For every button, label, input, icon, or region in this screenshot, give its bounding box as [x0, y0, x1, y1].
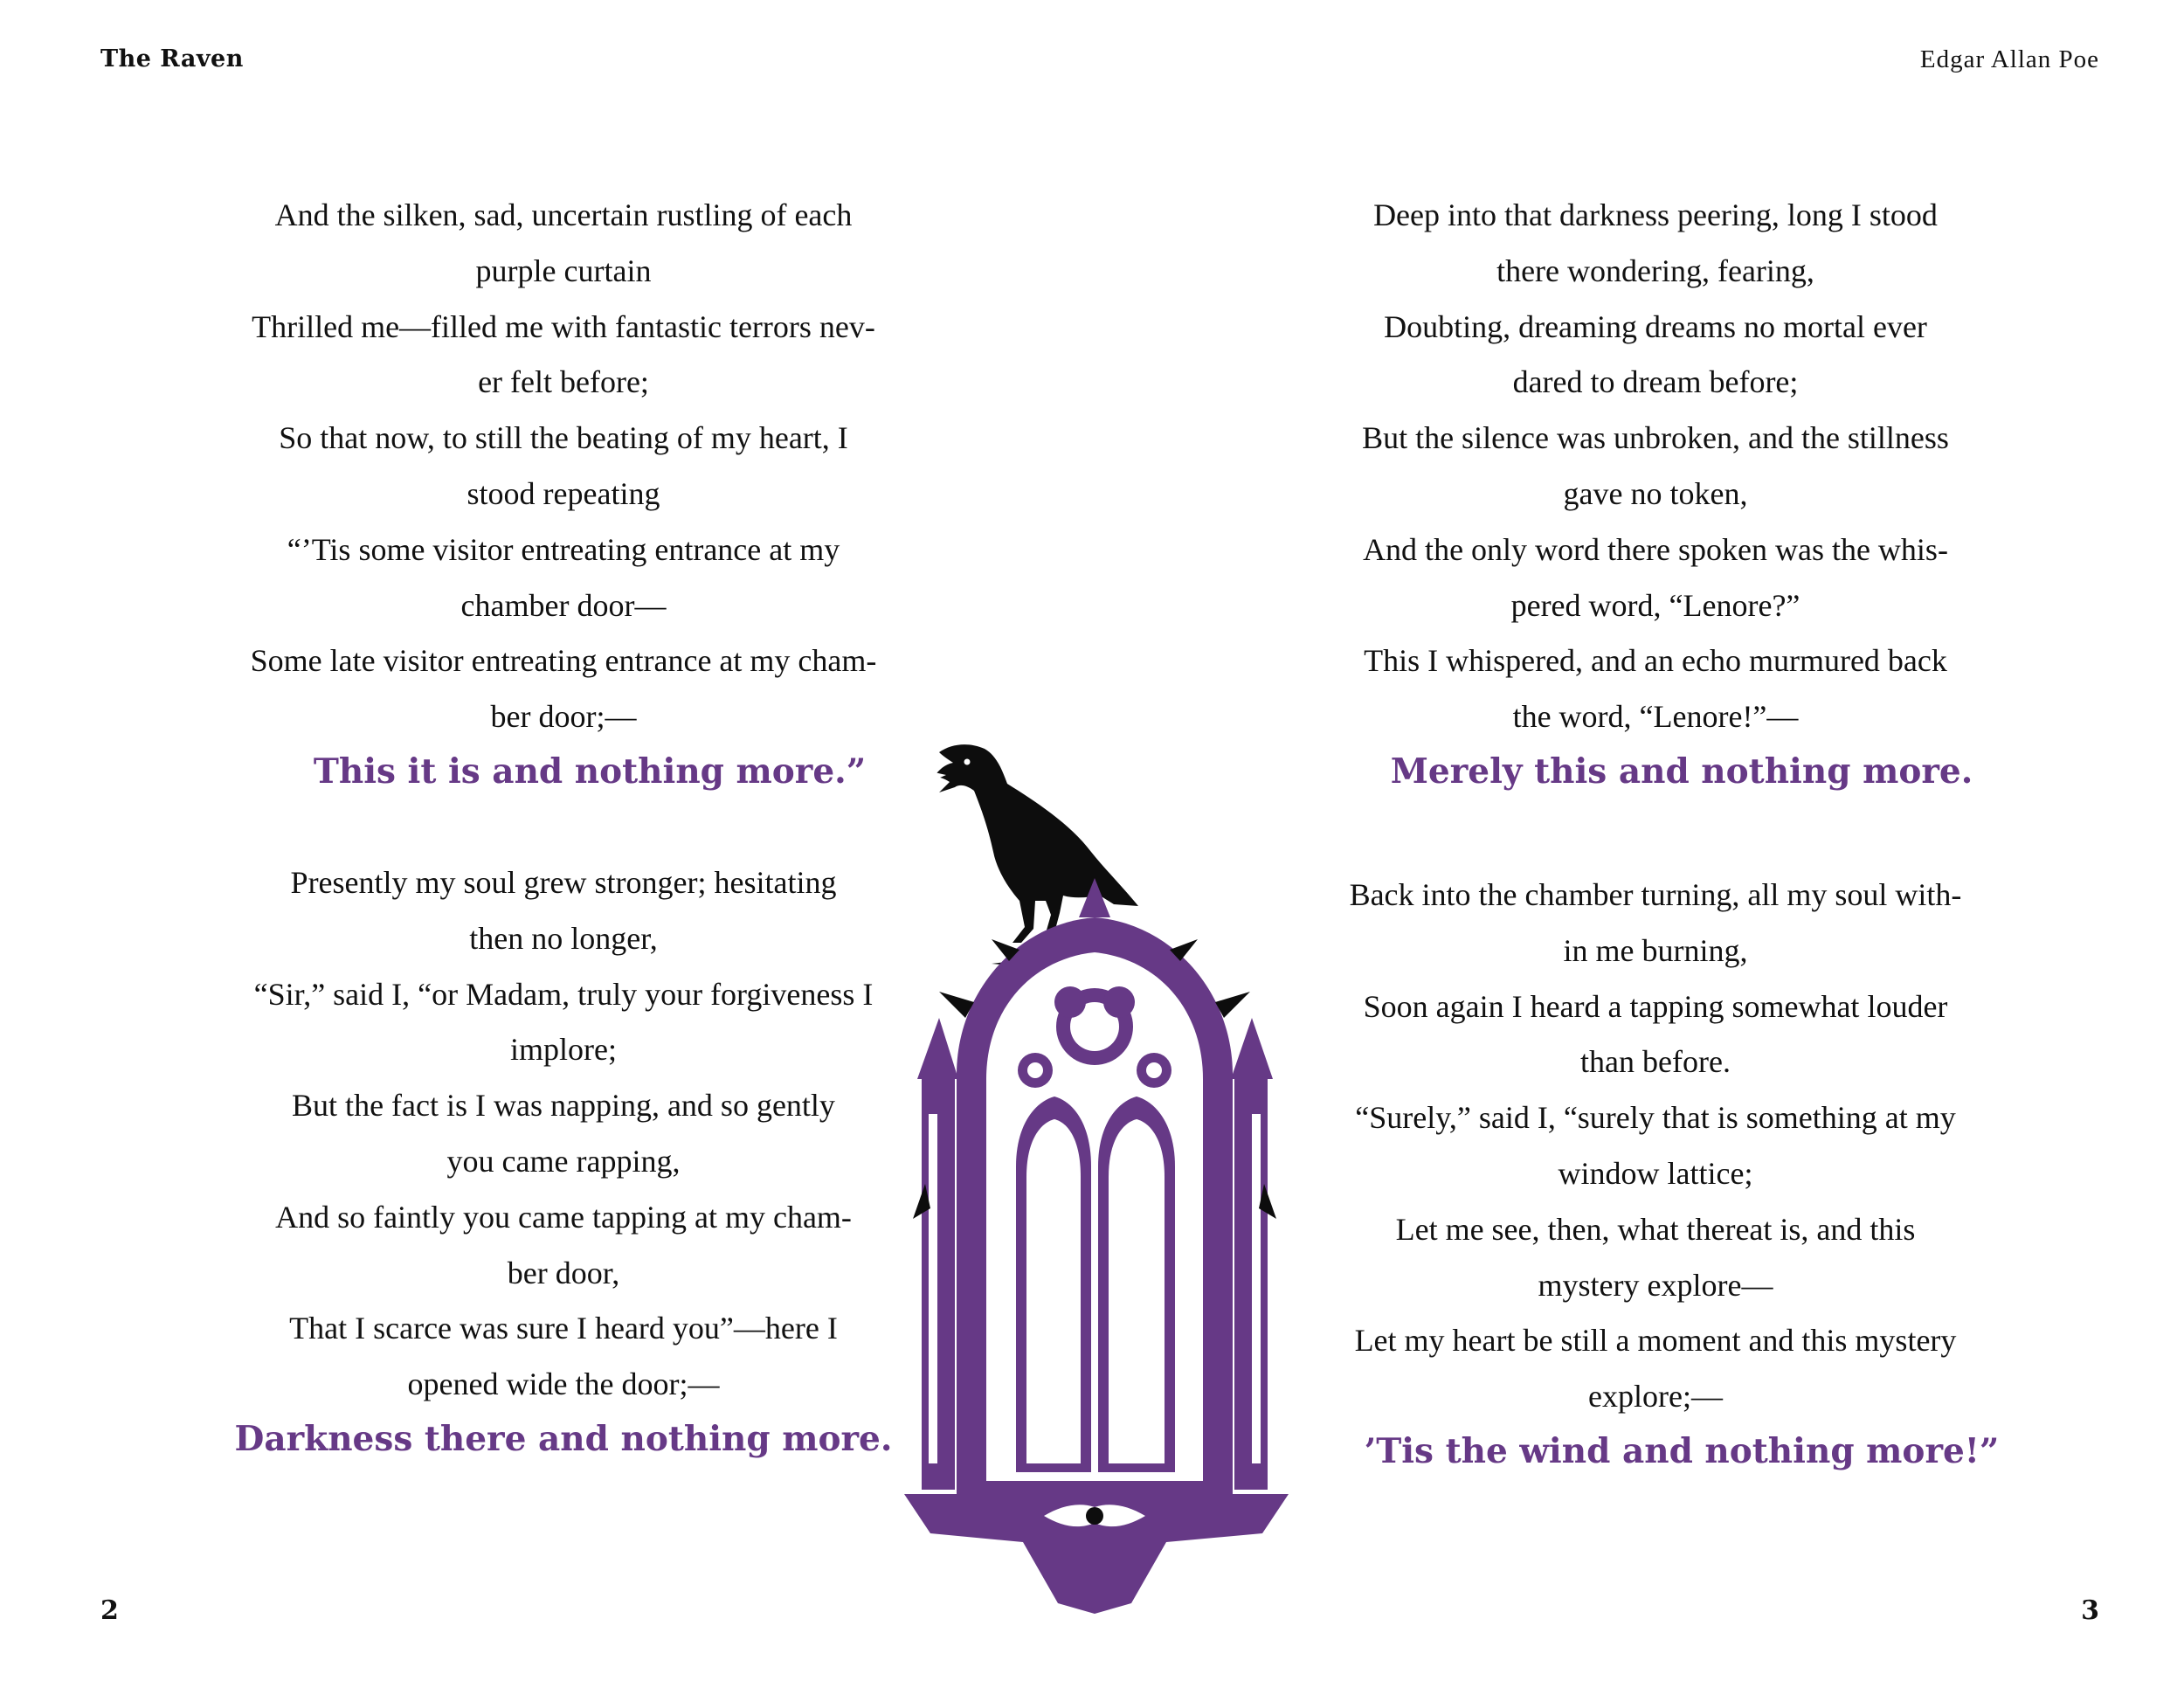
refrain-line: This it is and nothing more.” [313, 751, 867, 792]
poem-line: Presently my soul grew stronger; hesitating [290, 864, 837, 900]
poem-line: gave no token, [1563, 475, 1748, 511]
poem-line: dared to dream before; [1512, 364, 1799, 400]
poem-line: there wondering, fearing, [1496, 253, 1814, 288]
poem-line: mystery explore— [1538, 1267, 1773, 1303]
poem-line: er felt before; [478, 364, 649, 400]
raven-gothic-window-illustration [904, 730, 1289, 1614]
poem-line: then no longer, [469, 920, 658, 956]
poem-line: Deep into that darkness peering, long I stood [1373, 197, 1938, 232]
stanza-gap [1310, 798, 2001, 868]
poem-line: chamber door— [460, 587, 667, 623]
poem-line: But the fact is I was napping, and so gently [292, 1088, 835, 1124]
refrain-line: Merely this and nothing more. [1390, 751, 1973, 792]
poem-line: “Sir,” said I, “or Madam, truly your forgiveness I [253, 976, 874, 1012]
poem-line: opened wide the door;— [407, 1366, 720, 1402]
poem-line: implore; [510, 1032, 617, 1068]
running-head-title: The Raven [100, 45, 244, 73]
poem-line: Thrilled me—filled me with fantastic terrors nev- [252, 308, 875, 344]
poem-line: And the silken, sad, uncertain rustling of each [274, 197, 853, 232]
poem-line: And the only word there spoken was the whis- [1363, 531, 1948, 567]
poem-line: pered word, “Lenore?” [1510, 587, 1800, 623]
poem-line: purple curtain [475, 253, 652, 288]
poem-line: That I scarce was sure I heard you”—here I [289, 1311, 838, 1346]
poem-line: “’Tis some visitor entreating entrance at my [287, 531, 840, 567]
page-number-left: 2 [100, 1595, 119, 1626]
page-number-right: 3 [2081, 1595, 2099, 1626]
poem-line: So that now, to still the beating of my heart, I [279, 420, 848, 456]
running-head-author: Edgar Allan Poe [1919, 45, 2099, 73]
poem-line: in me burning, [1563, 932, 1748, 968]
poem-line: Let my heart be still a moment and this mystery [1354, 1323, 1957, 1359]
poem-line: than before. [1580, 1044, 1731, 1080]
poem-line: ber door, [507, 1255, 620, 1290]
poem-line: And so faintly you came tapping at my cham- [275, 1199, 852, 1235]
poem-line: Doubting, dreaming dreams no mortal ever [1384, 308, 1927, 344]
stanza-gap [225, 798, 902, 855]
poem-line: But the silence was unbroken, and the stillness [1362, 420, 1949, 456]
poem-line: “Surely,” said I, “surely that is something at my [1355, 1100, 1956, 1136]
left-page-column [225, 188, 902, 1465]
gothic-window-icon [904, 878, 1289, 1614]
right-page-column [1310, 188, 2001, 1477]
poem-line: This I whispered, and an echo murmured back [1364, 643, 1947, 679]
poem-line: explore;— [1588, 1379, 1723, 1415]
poem-line: window lattice; [1558, 1155, 1753, 1191]
poem-line: Some late visitor entreating entrance at my cham- [250, 643, 877, 679]
refrain-line: ’Tis the wind and nothing more!” [1364, 1430, 2000, 1471]
poem-line: ber door;— [490, 699, 637, 735]
poem-line: Back into the chamber turning, all my soul with- [1349, 876, 1962, 912]
poem-line: the word, “Lenore!”— [1512, 699, 1799, 735]
poem-line: stood repeating [467, 475, 660, 511]
poem-line: Let me see, then, what thereat is, and this [1395, 1211, 1916, 1247]
poem-line: you came rapping, [446, 1143, 681, 1179]
refrain-line: Darkness there and nothing more. [234, 1418, 893, 1459]
poem-line: Soon again I heard a tapping somewhat louder [1363, 988, 1948, 1024]
